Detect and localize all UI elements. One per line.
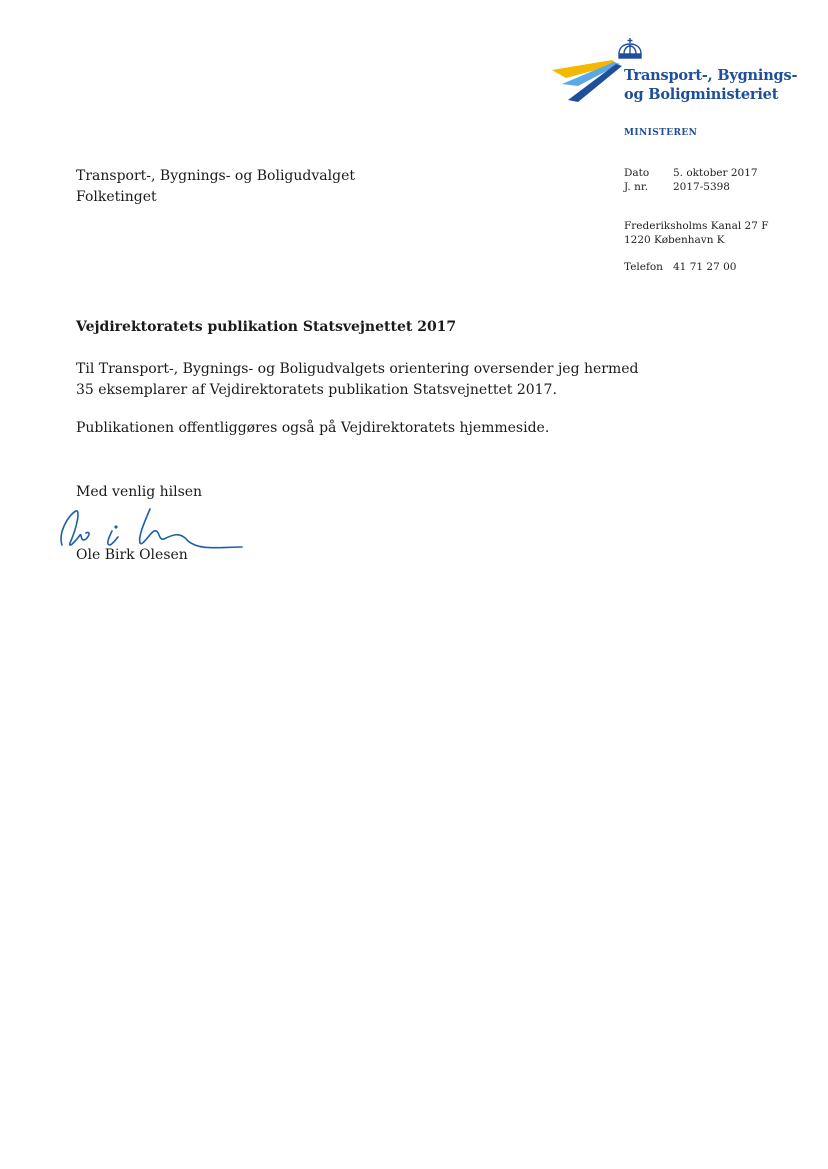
letter-subject: Vejdirektoratets publikation Statsvejnettet 2017 bbox=[76, 319, 457, 335]
paragraph-1-line-2: 35 eksemplarer af Vejdirektoratets publikation Statsvejnettet 2017. bbox=[76, 382, 557, 398]
recipient-line-1: Transport-, Bygnings- og Boligudvalget bbox=[76, 168, 355, 184]
phone-value: 41 71 27 00 bbox=[673, 261, 737, 273]
paragraph-2: Publikationen offentliggøres også på Vejdirektoratets hjemmeside. bbox=[76, 420, 550, 436]
phone-label: Telefon bbox=[624, 261, 663, 273]
journal-number-label: J. nr. bbox=[624, 181, 649, 193]
logo-wordmark bbox=[624, 66, 797, 104]
date-value: 5. oktober 2017 bbox=[673, 167, 758, 179]
ministry-logo bbox=[552, 38, 798, 110]
logo-line-2: og Boligministeriet bbox=[624, 86, 779, 103]
date-label: Dato bbox=[624, 167, 650, 179]
paragraph-1-line-1: Til Transport-, Bygnings- og Boligudvalgets orientering oversender jeg hermed bbox=[76, 361, 639, 377]
address-line-1: Frederiksholms Kanal 27 F bbox=[624, 220, 769, 232]
address-line-2: 1220 København K bbox=[624, 234, 725, 246]
department-label: MINISTEREN bbox=[624, 128, 698, 138]
journal-number-value: 2017-5398 bbox=[673, 181, 730, 193]
closing-phrase: Med venlig hilsen bbox=[76, 484, 203, 500]
logo-line-1: Transport-, Bygnings- bbox=[624, 67, 798, 84]
road-swoosh-icon bbox=[552, 56, 624, 106]
recipient-line-2: Folketinget bbox=[76, 189, 157, 205]
signatory-name: Ole Birk Olesen bbox=[76, 547, 188, 563]
